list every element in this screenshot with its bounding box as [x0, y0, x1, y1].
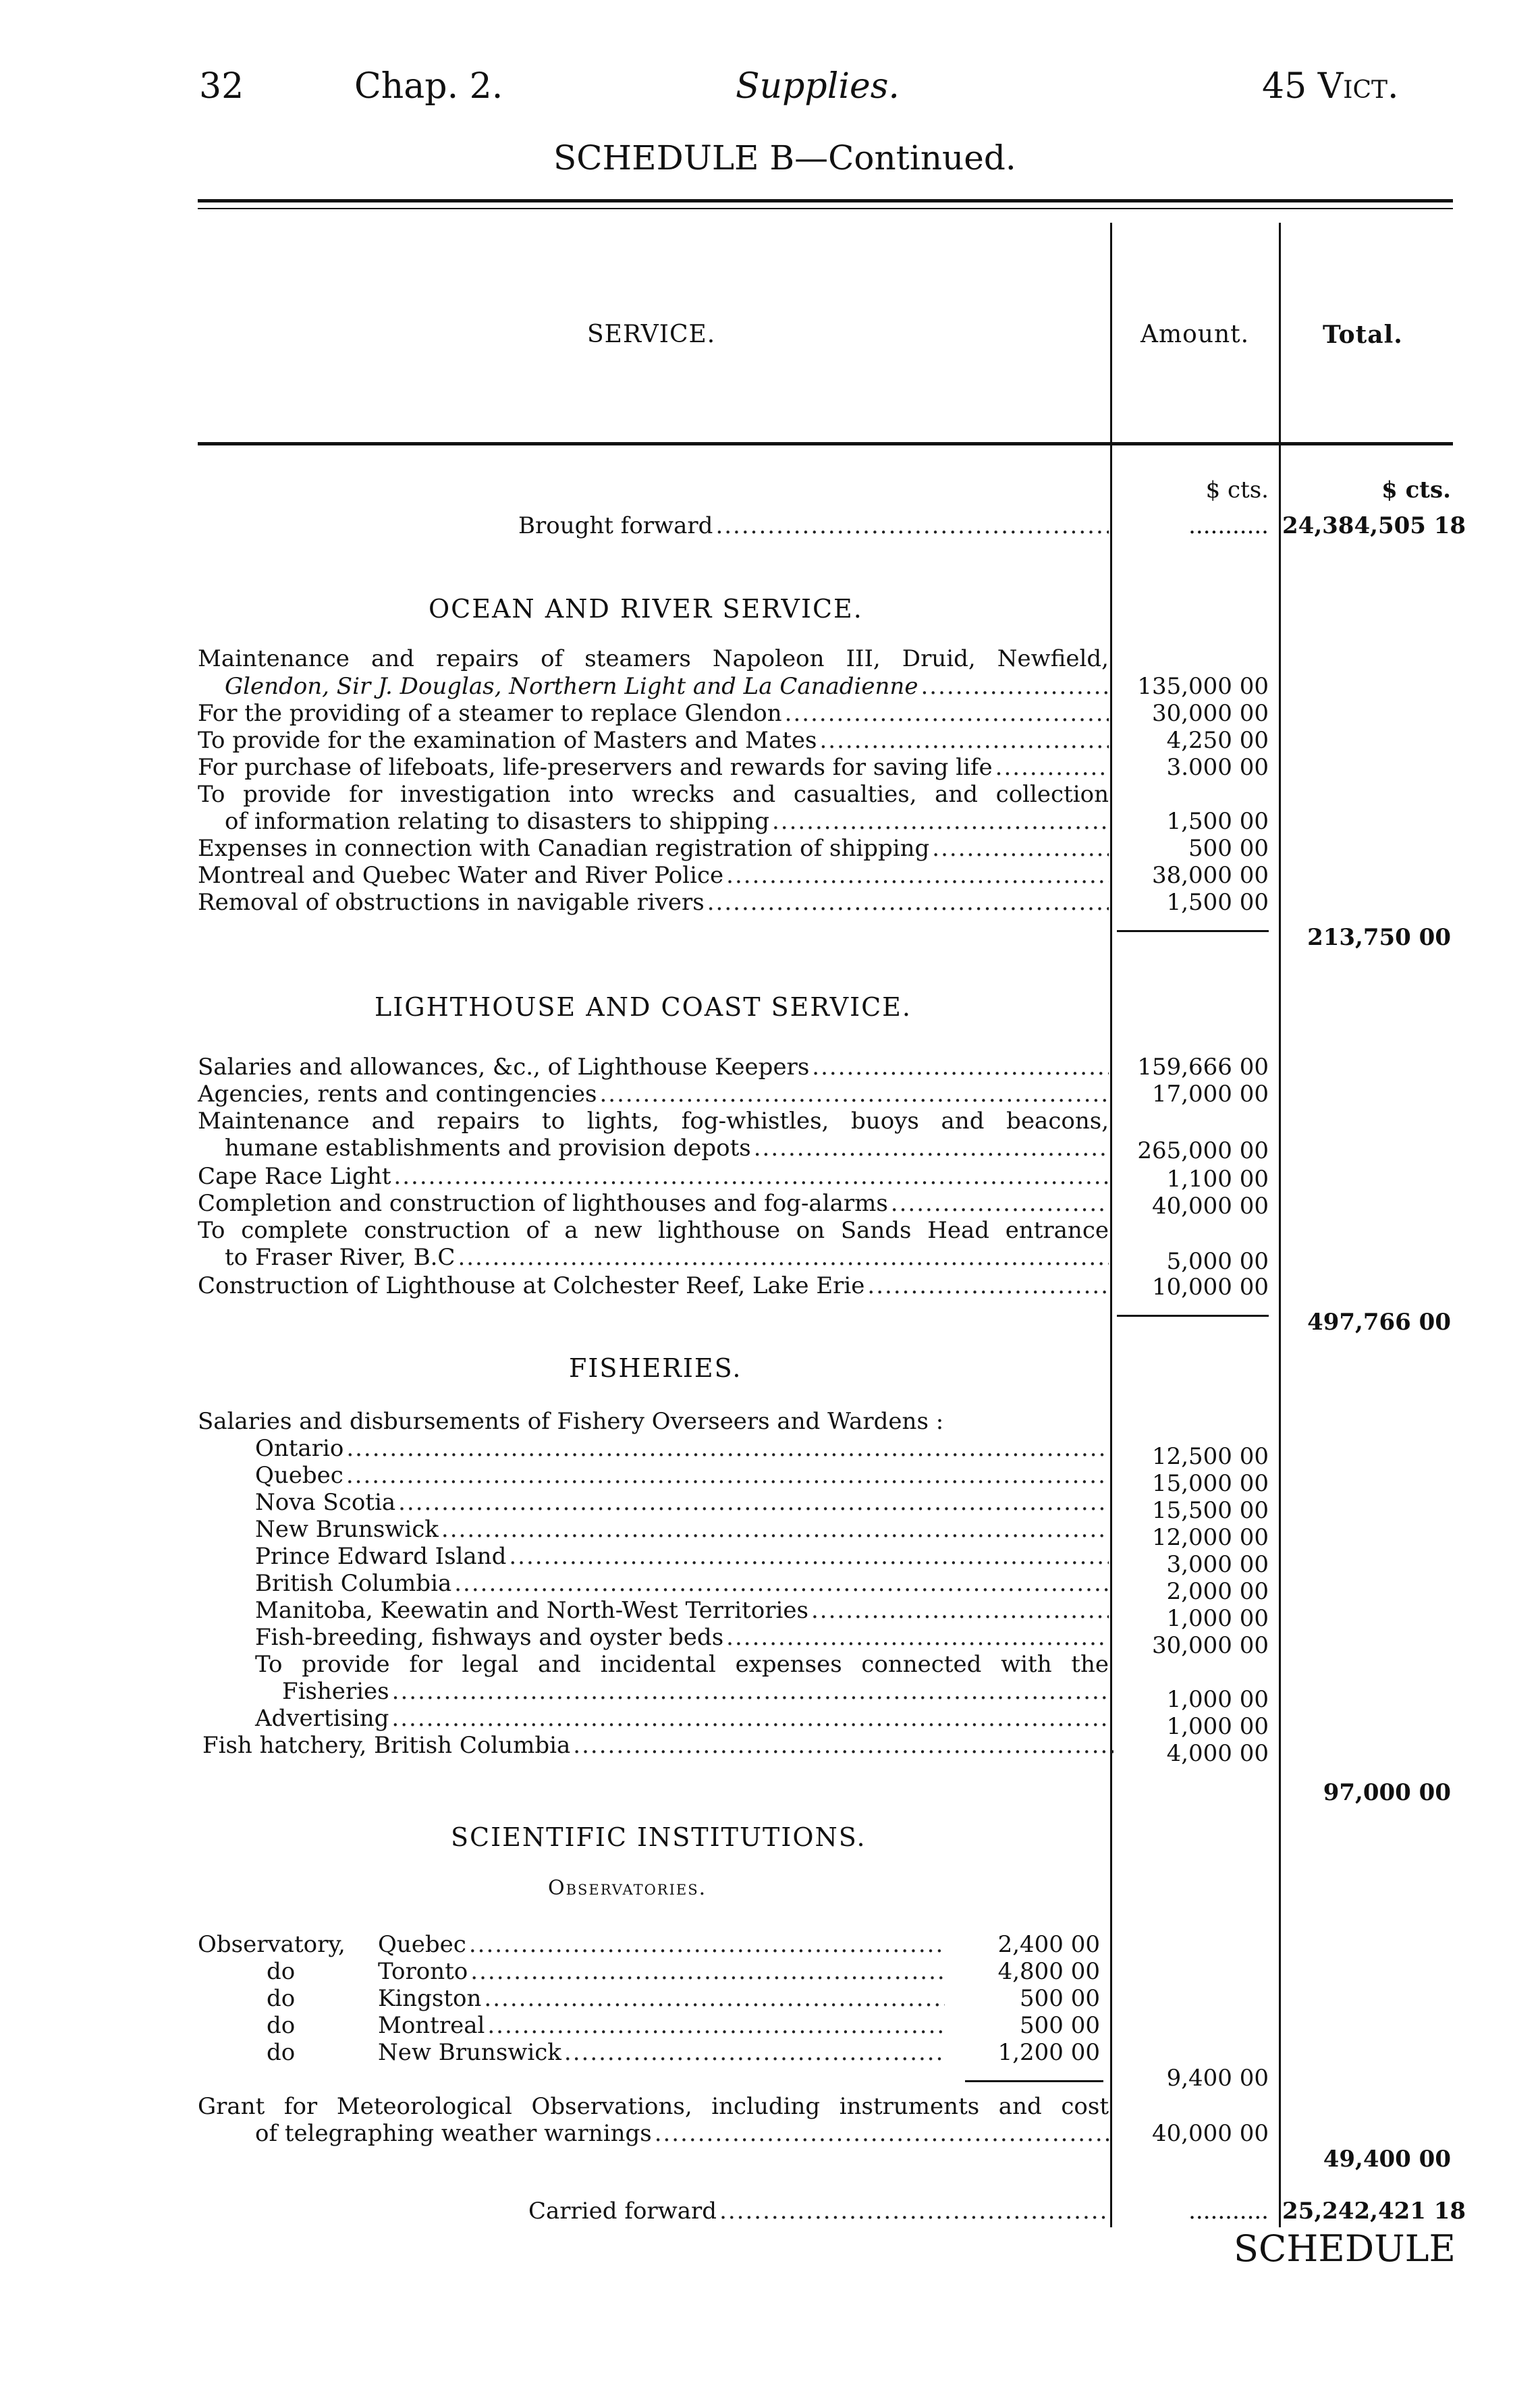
- ocean-item-6: of information relating to disasters to shipping .....: [198, 807, 1109, 836]
- fisheries-item-2: Nova Scotia .....: [198, 1488, 1109, 1517]
- lighthouse-amount-4: 1,100 00: [1166, 1166, 1269, 1193]
- grant-line-2: of telegraphing weather warnings .....: [198, 2119, 1109, 2148]
- ocean-item-2: For the providing of a steamer to replace Glendon .....: [198, 699, 1109, 728]
- lighthouse-amount-8: 10,000 00: [1151, 1274, 1269, 1301]
- fisheries-item-10: Advertising .....: [198, 1704, 1109, 1733]
- ocean-item-8: Montreal and Quebec Water and River Police .....: [198, 861, 1109, 890]
- catchword: SCHEDULE: [1234, 2227, 1456, 2270]
- total-column-header: Total.: [1323, 321, 1403, 349]
- fisheries-amount-1: 15,000 00: [1151, 1470, 1269, 1497]
- header-bottom-rule: [198, 442, 1453, 445]
- fisheries-amount-7: 30,000 00: [1151, 1632, 1269, 1659]
- observatory-amount-1: 4,800 00: [997, 1958, 1100, 1985]
- lighthouse-sum-rule: [1117, 1315, 1269, 1317]
- observatory-row-3: Montreal .....: [378, 2011, 945, 2040]
- lighthouse-item-2: Maintenance and repairs to lights, fog-whistles, buoys and beacons,: [198, 1108, 1109, 1135]
- fisheries-item-5: British Columbia .....: [198, 1569, 1109, 1598]
- regnal-year: 45 Vict.: [1262, 66, 1399, 107]
- lighthouse-item-8: Construction of Lighthouse at Colchester Reef, Lake Erie .....: [198, 1272, 1109, 1300]
- lighthouse-item-6: To complete construction of a new lighthouse on Sands Head entrance: [198, 1217, 1109, 1244]
- fisheries-amount-5: 2,000 00: [1166, 1578, 1269, 1605]
- fisheries-amount-0: 12,500 00: [1151, 1443, 1269, 1470]
- grant-line-1: Grant for Meteorological Observations, including instruments and cost: [198, 2093, 1109, 2120]
- fisheries-item-6: Manitoba, Keewatin and North-West Territories .....: [198, 1596, 1109, 1625]
- fisheries-item-8: To provide for legal and incidental expenses connected with the: [255, 1651, 1109, 1678]
- observatory-amount-2: 500 00: [1020, 1985, 1100, 2012]
- total-units: $ cts.: [1381, 477, 1451, 504]
- top-rule-thin: [198, 208, 1453, 209]
- schedule-title: SCHEDULE B—Continued.: [553, 138, 1016, 178]
- observatory-prefix-4: do: [267, 2039, 296, 2066]
- brought-forward-row: [198, 512, 1109, 540]
- lighthouse-item-7: to Fraser River, B.C .....: [198, 1243, 1109, 1272]
- fisheries-amount-2: 15,500 00: [1151, 1497, 1269, 1524]
- observatories-total: 9,400 00: [1166, 2065, 1269, 2092]
- fisheries-section-heading: FISHERIES.: [569, 1353, 742, 1383]
- observatory-prefix-3: do: [267, 2012, 296, 2039]
- lighthouse-item-1: Agencies, rents and contingencies .....: [198, 1080, 1109, 1108]
- brought-forward-total: 24,384,505 18: [1282, 512, 1466, 539]
- lighthouse-item-5: Completion and construction of lighthouses and fog-alarms .....: [198, 1189, 1109, 1218]
- page-number: 32: [199, 66, 244, 107]
- observatory-amount-4: 1,200 00: [997, 2039, 1100, 2066]
- ocean-amount-4: 3.000 00: [1166, 754, 1269, 781]
- ocean-amount-2: 30,000 00: [1151, 700, 1269, 727]
- fisheries-amount-6: 1,000 00: [1166, 1605, 1269, 1632]
- fisheries-total: 97,000 00: [1323, 1779, 1451, 1806]
- ocean-total: 213,750 00: [1307, 924, 1451, 951]
- amount-column-header: Amount.: [1140, 321, 1250, 348]
- fisheries-amount-4: 3,000 00: [1166, 1551, 1269, 1578]
- observatory-row-1: Toronto .....: [378, 1957, 945, 1986]
- carried-forward-total: 25,242,421 18: [1282, 2198, 1466, 2225]
- observatory-prefix-2: do: [267, 1985, 296, 2012]
- scientific-section-heading: SCIENTIFIC INSTITUTIONS.: [451, 1822, 867, 1852]
- ocean-amount-3: 4,250 00: [1166, 727, 1269, 754]
- service-column-header: SERVICE.: [587, 321, 716, 348]
- amount-column-divider: [1110, 223, 1112, 2227]
- lighthouse-amount-5: 40,000 00: [1151, 1193, 1269, 1220]
- ocean-item-1: Glendon, Sir J. Douglas, Northern Light and La Canadienne .....: [198, 672, 1109, 701]
- fisheries-item-7: Fish-breeding, fishways and oyster beds .....: [198, 1623, 1109, 1652]
- chapter-label: Chap. 2.: [354, 66, 503, 107]
- lighthouse-section-heading: LIGHTHOUSE AND COAST SERVICE.: [375, 992, 912, 1022]
- subject-label: Supplies.: [736, 66, 900, 107]
- fisheries-intro: Salaries and disbursements of Fishery Overseers and Wardens :: [198, 1408, 944, 1435]
- ocean-amount-7: 500 00: [1188, 835, 1269, 862]
- observatory-row-0: Quebec .....: [378, 1930, 945, 1959]
- ocean-amount-9: 1,500 00: [1166, 889, 1269, 916]
- ocean-amount-1: 135,000 00: [1137, 673, 1269, 700]
- lighthouse-item-4: Cape Race Light .....: [198, 1162, 1109, 1191]
- ocean-item-7: Expenses in connection with Canadian registration of shipping .....: [198, 834, 1109, 863]
- observatory-prefix-1: do: [267, 1958, 296, 1985]
- brought-forward-amount-dots: ...........: [1188, 512, 1269, 539]
- lighthouse-amount-0: 159,666 00: [1137, 1054, 1269, 1081]
- fisheries-amount-10: 1,000 00: [1166, 1713, 1269, 1740]
- observatory-prefix-0: Observatory,: [198, 1931, 346, 1958]
- observatories-subheading: Observatories.: [548, 1876, 707, 1900]
- ocean-amount-6: 1,500 00: [1166, 808, 1269, 835]
- fisheries-item-9: Fisheries .....: [198, 1677, 1109, 1706]
- carried-forward-amount-dots: ...........: [1188, 2198, 1269, 2225]
- fisheries-item-4: Prince Edward Island .....: [198, 1542, 1109, 1571]
- carried-forward-label: Carried forward: [528, 2198, 717, 2225]
- ocean-item-3: To provide for the examination of Masters and Mates .....: [198, 726, 1109, 755]
- ocean-sum-rule: [1117, 930, 1269, 932]
- ocean-item-0: Maintenance and repairs of steamers Napoleon III, Druid, Newfield,: [198, 645, 1109, 672]
- amount-units: $ cts.: [1205, 477, 1269, 504]
- lighthouse-item-3: humane establishments and provision depots .....: [198, 1134, 1109, 1162]
- fisheries-amount-3: 12,000 00: [1151, 1524, 1269, 1551]
- observatories-sum-rule: [965, 2080, 1103, 2082]
- lighthouse-amount-7: 5,000 00: [1166, 1248, 1269, 1275]
- ocean-item-5: To provide for investigation into wrecks and casualties, and collection: [198, 781, 1109, 808]
- observatory-row-4: New Brunswick .....: [378, 2038, 945, 2067]
- observatory-amount-0: 2,400 00: [997, 1931, 1100, 1958]
- lighthouse-amount-3: 265,000 00: [1137, 1137, 1269, 1164]
- fisheries-item-3: New Brunswick .....: [198, 1515, 1109, 1544]
- ocean-amount-8: 38,000 00: [1151, 862, 1269, 889]
- observatory-row-2: Kingston .....: [378, 1984, 945, 2013]
- lighthouse-total: 497,766 00: [1307, 1309, 1451, 1336]
- lighthouse-amount-1: 17,000 00: [1151, 1081, 1269, 1108]
- fisheries-item-11: Fish hatchery, British Columbia .....: [202, 1731, 1113, 1760]
- ocean-item-4: For purchase of lifeboats, life-preservers and rewards for saving life .....: [198, 753, 1109, 782]
- observatory-amount-3: 500 00: [1020, 2012, 1100, 2039]
- lighthouse-item-0: Salaries and allowances, &c., of Lighthouse Keepers .....: [198, 1053, 1109, 1081]
- fisheries-item-0: Ontario .....: [198, 1434, 1109, 1463]
- ocean-item-9: Removal of obstructions in navigable rivers .....: [198, 888, 1109, 917]
- top-rule-thick: [198, 199, 1453, 202]
- total-column-divider: [1279, 223, 1281, 2227]
- ocean-section-heading: OCEAN AND RIVER SERVICE.: [429, 594, 863, 624]
- fisheries-amount-11: 4,000 00: [1166, 1740, 1269, 1767]
- carried-forward-row: [198, 2197, 1109, 2225]
- grant-amount: 40,000 00: [1151, 2120, 1269, 2147]
- brought-forward-label: Brought forward: [518, 512, 713, 539]
- fisheries-amount-9: 1,000 00: [1166, 1686, 1269, 1713]
- fisheries-item-1: Quebec .....: [198, 1461, 1109, 1490]
- scientific-total: 49,400 00: [1323, 2146, 1451, 2173]
